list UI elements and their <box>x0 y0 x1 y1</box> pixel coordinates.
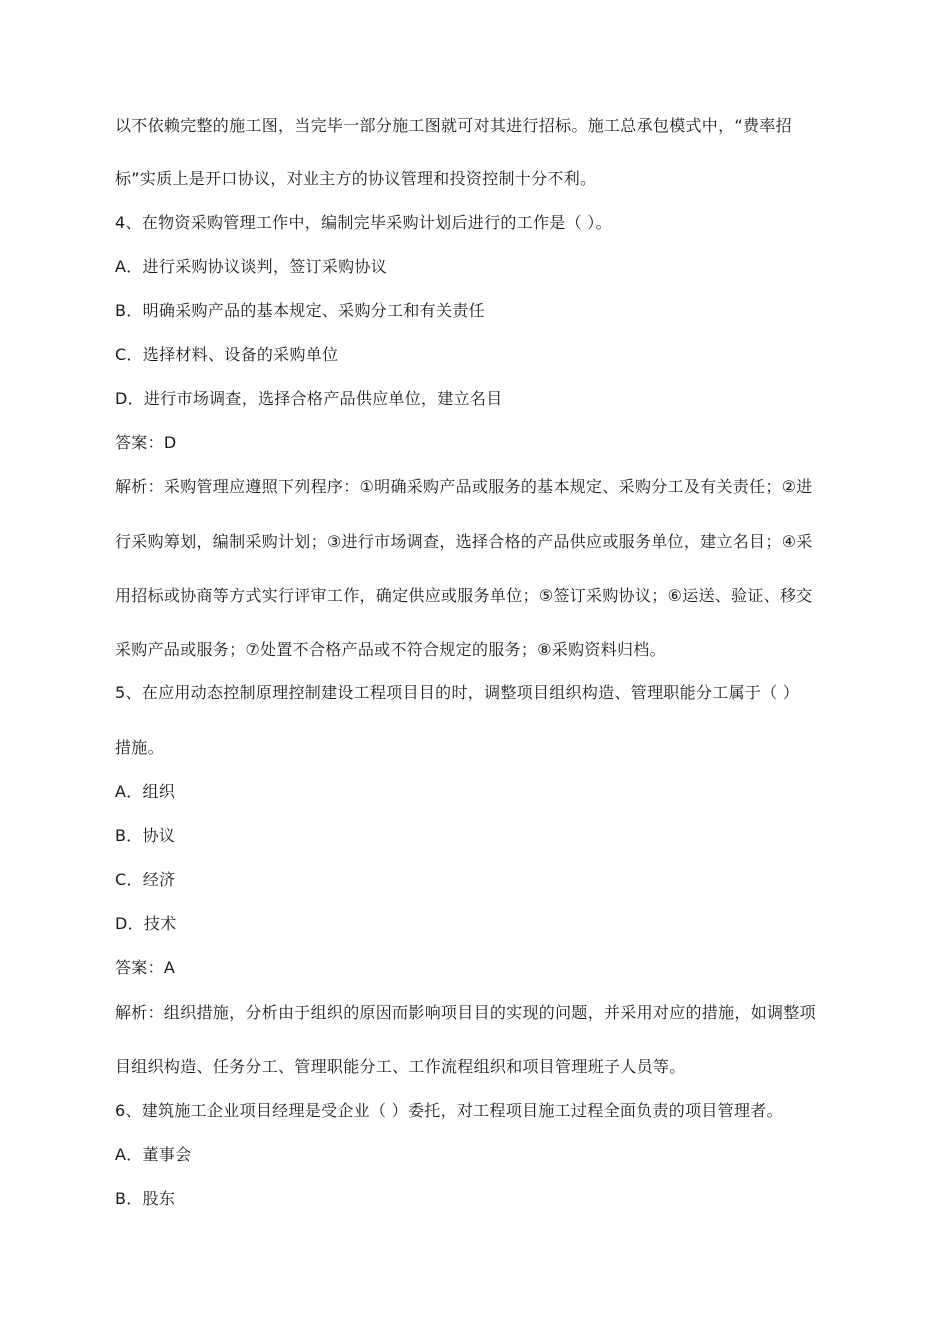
q4-question: 4、在物资采购管理工作中，编制完毕采购计划后进行的工作是（ ）。 <box>115 213 612 232</box>
q3-explanation-line-2: 标”实质上是开口协议，对业主方的协议管理和投资控制十分不利。 <box>115 169 597 188</box>
q4-option-b: B．明确采购产品的基本规定、采购分工和有关责任 <box>115 301 485 320</box>
q5-option-a: A．组织 <box>115 782 176 801</box>
q5-option-b: B．协议 <box>115 826 176 845</box>
q3-explanation-line-1: 以不依赖完整的施工图，当完毕一部分施工图就可对其进行招标。施工总承包模式中，“费率招 <box>115 116 792 135</box>
q4-answer: 答案：D <box>115 433 177 452</box>
q5-explanation-line-1: 解析：组织措施，分析由于组织的原因而影响项目目的实现的问题，并采用对应的措施，如调整项 <box>115 1003 816 1022</box>
q4-explanation-line-1: 解析：采购管理应遵照下列程序：①明确采购产品或服务的基本规定、采购分工及有关责任；②进 <box>115 477 813 496</box>
q4-explanation-line-2: 行采购筹划，编制采购计划；③进行市场调查，选择合格的产品供应或服务单位，建立名目；④采 <box>115 532 813 551</box>
q5-option-d: D．技术 <box>115 914 177 933</box>
q4-explanation-line-3: 用招标或协商等方式实行评审工作，确定供应或服务单位；⑤签订采购协议；⑥运送、验证、移交 <box>115 586 813 605</box>
q5-question-line-2: 措施。 <box>115 738 164 757</box>
q5-question-line-1: 5、在应用动态控制原理控制建设工程项目目的时，调整项目组织构造、管理职能分工属于（ ） <box>115 683 800 702</box>
q4-explanation-line-4: 采购产品或服务；⑦处置不合格产品或不符合规定的服务；⑧采购资料归档。 <box>115 640 666 659</box>
q5-answer: 答案：A <box>115 958 176 977</box>
q4-option-d: D．进行市场调查，选择合格产品供应单位，建立名目 <box>115 389 503 408</box>
q4-option-a: A．进行采购协议谈判，签订采购协议 <box>115 257 388 276</box>
q5-explanation-line-2: 目组织构造、任务分工、管理职能分工、工作流程组织和项目管理班子人员等。 <box>115 1057 686 1076</box>
q6-option-a: A．董事会 <box>115 1145 192 1164</box>
q6-question: 6、建筑施工企业项目经理是受企业（ ）委托，对工程项目施工过程全面负责的项目管理者。 <box>115 1101 783 1120</box>
q6-option-b: B．股东 <box>115 1189 176 1208</box>
q5-option-c: C．经济 <box>115 870 176 889</box>
q4-option-c: C．选择材料、设备的采购单位 <box>115 345 339 364</box>
